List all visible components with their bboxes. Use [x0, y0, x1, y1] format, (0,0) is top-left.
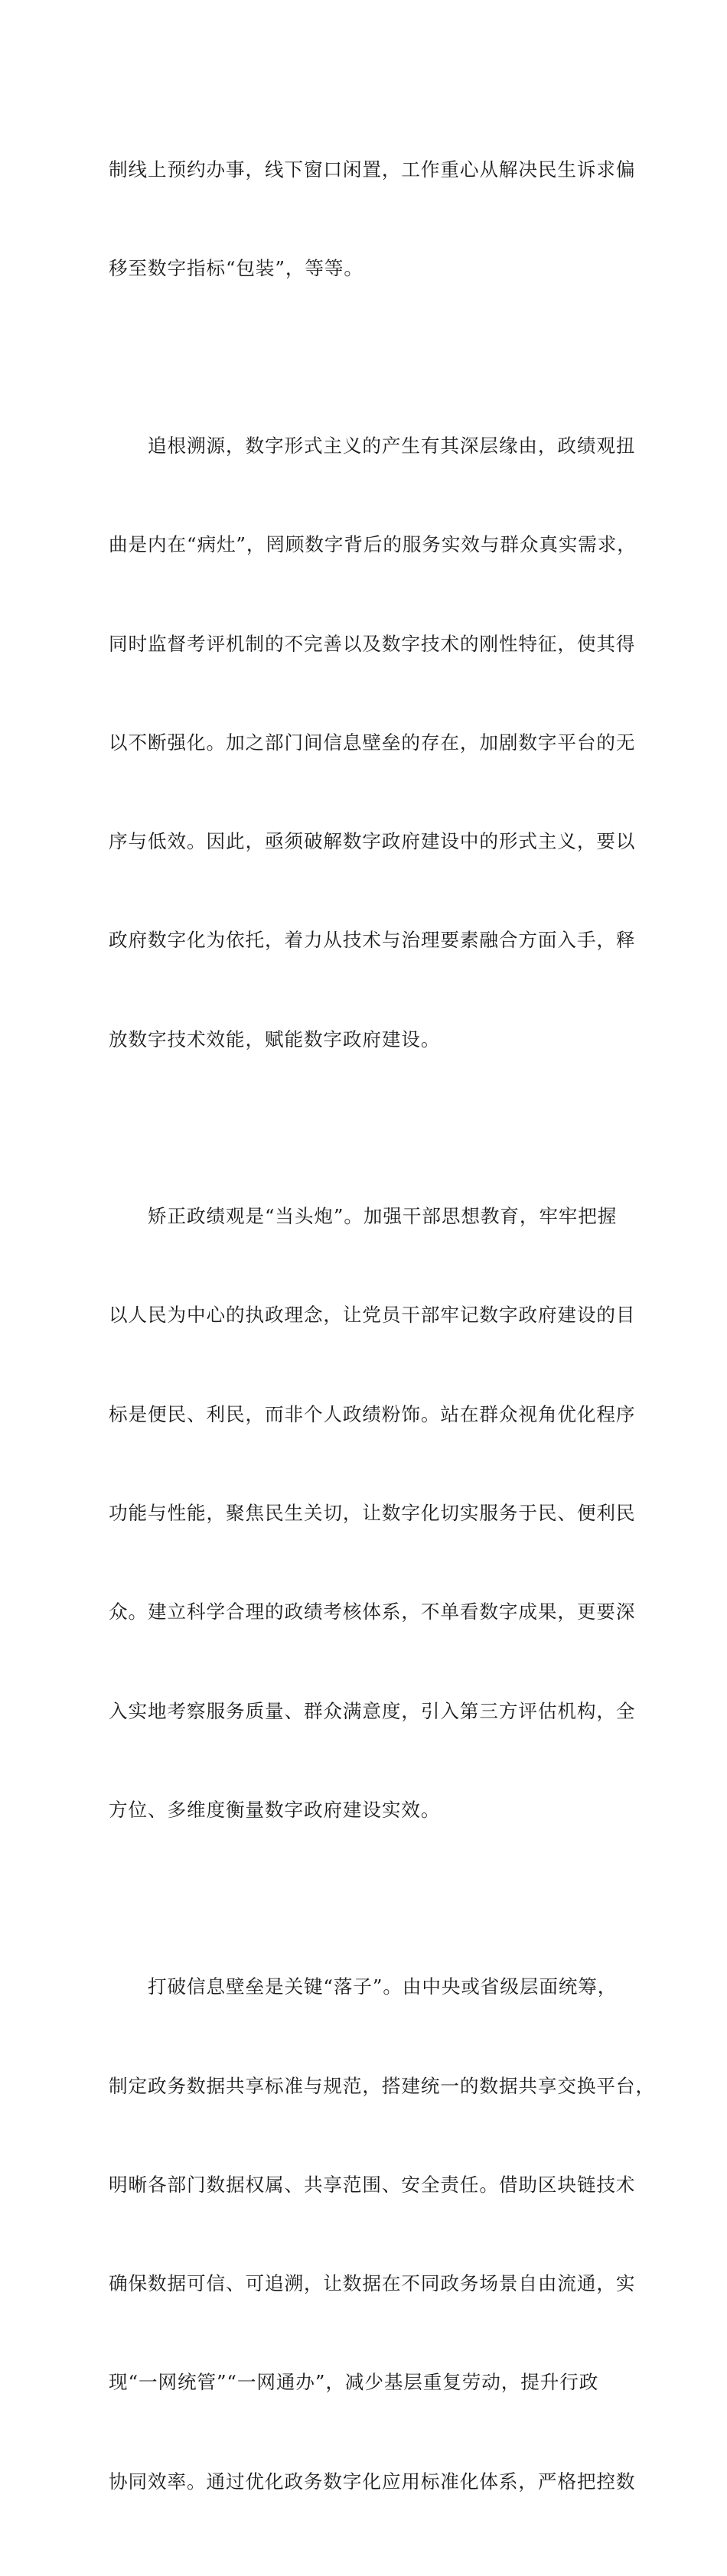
text-line: 以人民为中心的执政理念，让党员干部牢记数字政府建设的目: [109, 1304, 636, 1327]
text-line: 移至数字指标“包装”，等等。: [109, 257, 364, 280]
text-line: 同时监督考评机制的不完善以及数字技术的刚性特征，使其得: [109, 632, 636, 655]
paragraph-1: [109, 87, 636, 351]
text-line: 标是便民、利民，而非个人政绩粉饰。站在群众视角优化程序: [109, 1402, 636, 1425]
paragraph-3: [109, 1134, 636, 1892]
document-body: [109, 87, 655, 2576]
text-line: 确保数据可信、可追溯，让数据在不同政务场景自由流通，实: [109, 2272, 636, 2295]
text-line: 明晰各部门数据权属、共享范围、安全责任。借助区块链技术: [109, 2173, 636, 2196]
text-line: 放数字技术效能，赋能数字政府建设。: [109, 1027, 441, 1050]
text-line: 现“一网统管”“一网通办”，减少基层重复劳动，提升行政: [109, 2371, 599, 2394]
text-line: 政府数字化为依托，着力从技术与治理要素融合方面入手，释: [109, 929, 636, 952]
text-line: 制定政务数据共享标准与规范，搭建统一的数据共享交换平台，: [109, 2074, 655, 2097]
text-line: 打破信息壁垒是关键“落子”。由中央或省级层面统筹，: [109, 1975, 618, 1998]
text-line: 曲是内在“病灶”，罔顾数字背后的服务实效与群众真实需求，: [109, 533, 637, 556]
text-line: 协同效率。通过优化政务数字化应用标准化体系，严格把控数: [109, 2470, 636, 2493]
text-line: 序与低效。因此，亟须破解数字政府建设中的形式主义，要以: [109, 830, 636, 853]
text-line: 追根溯源，数字形式主义的产生有其深层缘由，政绩观扭: [109, 434, 636, 457]
text-line: 入实地考察服务质量、群众满意度，引入第三方评估机构，全: [109, 1699, 636, 1722]
text-line: 以不断强化。加之部门间信息壁垒的存在，加剧数字平台的无: [109, 731, 636, 754]
text-line: 众。建立科学合理的政绩考核体系，不单看数字成果，更要深: [109, 1601, 636, 1623]
text-line: 矫正政绩观是“当头炮”。加强干部思想教育，牢牢把握: [109, 1205, 618, 1228]
paragraph-2: [109, 363, 637, 1122]
text-line: 制线上预约办事，线下窗口闲置，工作重心从解决民生诉求偏: [109, 158, 636, 181]
text-line: 功能与性能，聚焦民生关切，让数字化切实服务于民、便利民: [109, 1501, 636, 1524]
text-line: 方位、多维度衡量数字政府建设实效。: [109, 1798, 441, 1821]
paragraph-4: [109, 1904, 655, 2564]
